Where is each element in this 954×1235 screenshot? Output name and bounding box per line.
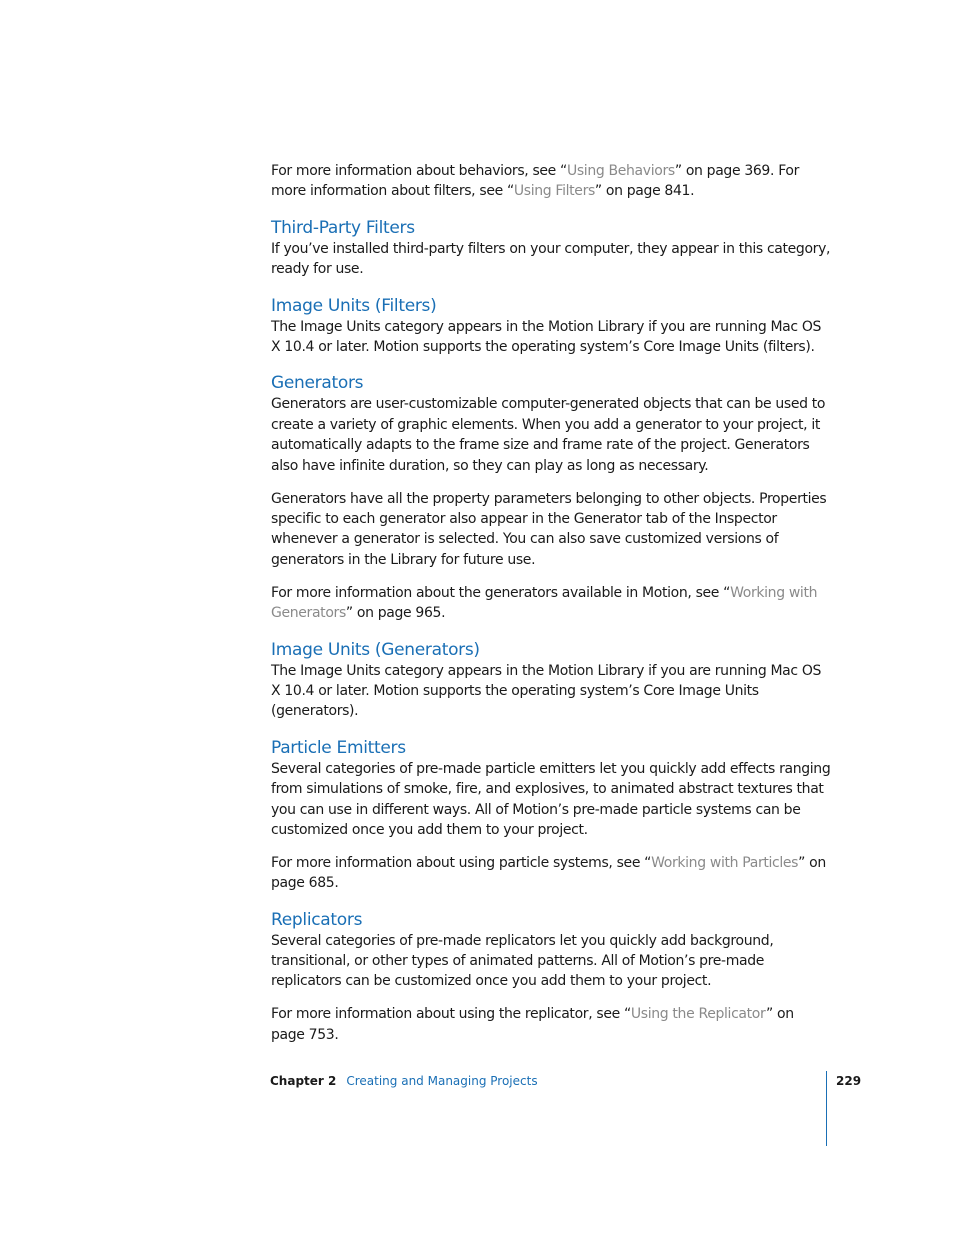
page-footer bbox=[270, 1073, 538, 1089]
page-content bbox=[271, 161, 831, 1045]
link-using-filters[interactable]: Using Filters bbox=[513, 183, 595, 200]
generators-paragraph-1: Generators are user-customizable computer-generated objects that can be used to create a variety of graphic elements. When you add a generator to your project, it automatically adapts to the frame size and frame rate of the project. Generators also have infinite duration, so they can play as long as necessary. bbox=[271, 396, 826, 474]
link-working-with-particles[interactable]: Working with Particles bbox=[651, 854, 799, 871]
particle-p2-text-2: ” on page 685. bbox=[271, 854, 826, 892]
intro-text-1: For more information about behaviors, see “ bbox=[271, 163, 567, 179]
footer-chapter-label: Chapter 2 bbox=[270, 1074, 337, 1088]
footer-chapter-title[interactable]: Creating and Managing Projects bbox=[346, 1074, 538, 1088]
link-working-with-generators[interactable]: Working with Generators bbox=[271, 584, 818, 622]
generators-p3-text-1: For more information about the generators available in Motion, see “ bbox=[271, 584, 731, 601]
intro-paragraph bbox=[271, 161, 831, 202]
generators-paragraph-2: Generators have all the property parameters belonging to other objects. Properties specific to each generator also appear in the Generator tab of the Inspector whenever a generator is selected. You can also save customized versions of generators in the Library for future use. bbox=[271, 490, 827, 568]
image-units-generators-body: The Image Units category appears in the Motion Library if you are running Mac OS X 10.4 or later. Motion supports the operating system’s Core Image Units (generators). bbox=[271, 662, 822, 720]
link-using-the-replicator[interactable]: Using the Replicator bbox=[630, 1006, 766, 1023]
particle-p2-text-1: For more information about using particle systems, see “ bbox=[271, 854, 652, 871]
heading-particle-emitters: Particle Emitters bbox=[271, 737, 406, 758]
third-party-filters-body: If you’ve installed third-party filters on your computer, they appear in this category, ready for use. bbox=[271, 240, 831, 278]
heading-image-units-filters: Image Units (Filters) bbox=[271, 295, 437, 316]
replicators-paragraph-2 bbox=[271, 1004, 831, 1045]
generators-paragraph-3 bbox=[271, 583, 831, 624]
footer-divider-rule bbox=[826, 1071, 827, 1146]
heading-replicators: Replicators bbox=[271, 909, 363, 930]
intro-text-3: ” on page 841. bbox=[594, 183, 695, 200]
heading-third-party-filters: Third-Party Filters bbox=[271, 217, 415, 238]
particle-emitters-paragraph-2 bbox=[271, 853, 831, 894]
heading-generators: Generators bbox=[271, 373, 364, 394]
particle-emitters-paragraph-1: Several categories of pre-made particle emitters let you quickly add effects ranging from simulations of smoke, fire, and explosives, to animated abstract textures that you can use in different ways. All of Motion’s pre-made particle systems can be customized once you add them to your project. bbox=[271, 760, 831, 838]
intro-text-2: ” on page 369. For more information about filters, see “ bbox=[271, 163, 800, 200]
image-units-filters-body: The Image Units category appears in the Motion Library if you are running Mac OS X 10.4 or later. Motion supports the operating system’s Core Image Units (filters). bbox=[271, 318, 822, 356]
replicators-p2-text-2: ” on page 753. bbox=[271, 1006, 794, 1043]
replicators-paragraph-1: Several categories of pre-made replicators let you quickly add background, transitional, or other types of animated patterns. All of Motion’s pre-made replicators can be customized once you add them to your project. bbox=[271, 932, 774, 990]
replicators-p2-text-1: For more information about using the replicator, see “ bbox=[271, 1006, 631, 1023]
generators-p3-text-2: ” on page 965. bbox=[345, 605, 446, 622]
heading-image-units-generators: Image Units (Generators) bbox=[271, 639, 480, 660]
link-using-behaviors[interactable]: Using Behaviors bbox=[566, 163, 675, 179]
page-number: 229 bbox=[836, 1074, 862, 1088]
